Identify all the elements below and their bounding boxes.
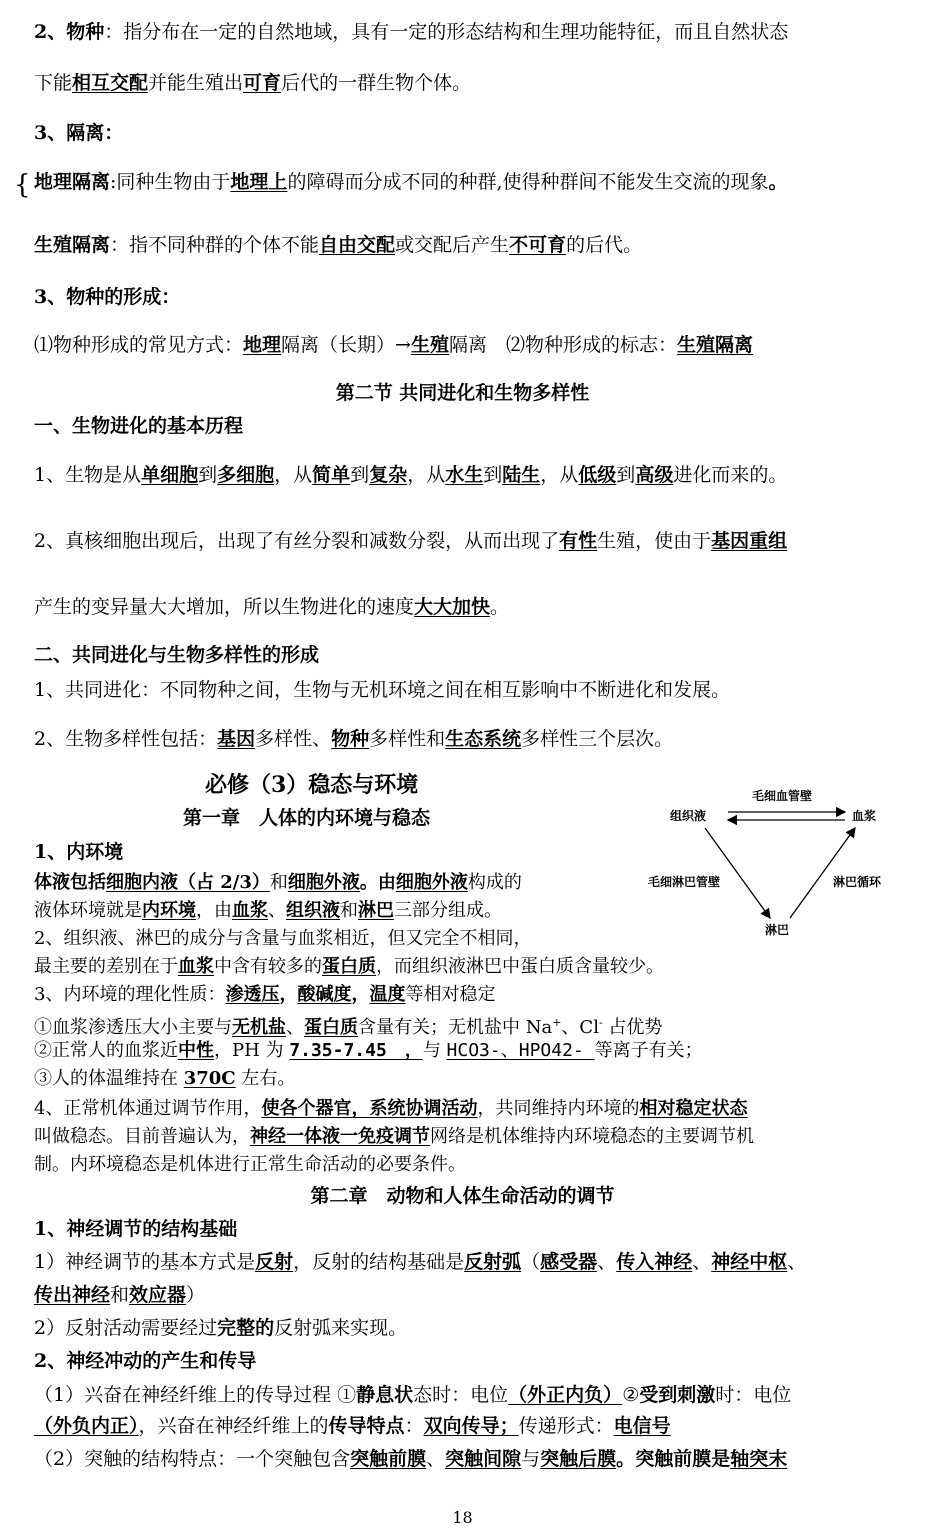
arrow-tissue-to-lymph <box>705 828 770 918</box>
body-fluid-line-1: 体液包括细胞内液（占 2/3）和细胞外液。由细胞外液构成的 <box>34 872 522 893</box>
ph-line: ②正常人的血浆近中性，PH 为 7.35-7.45 ，与 HCO3-、HPO42- 等离子有关； <box>34 1040 703 1061</box>
biodiversity-line: 2、生物多样性包括：基因多样性、物种多样性和生态系统多样性三个层次。 <box>34 728 674 750</box>
homeostasis-line-1: 4、正常机体通过调节作用，使各个器官，系统协调活动，共同维持内环境的相对稳定状态 <box>34 1098 748 1119</box>
arrow-lymph-to-plasma <box>790 828 855 918</box>
geographic-isolation-line: 地理隔离:同种生物由于地理上的障碍而分成不同的种群,使得种群间不能发生交流的现象。 <box>34 171 788 193</box>
diagram-label-lymph-capillary-wall: 毛细淋巴管壁 <box>648 875 721 889</box>
section-title-coevolution: 第二节 共同进化和生物多样性 <box>335 382 590 404</box>
diagram-node-lymph: 淋巴 <box>765 923 790 937</box>
heading-isolation: 3、隔离： <box>34 122 124 144</box>
chapter-1-title: 第一章 人体的内环境与稳态 <box>183 807 431 829</box>
tissue-fluid-line-2: 最主要的差别在于血浆中含有较多的蛋白质，而组织液淋巴中蛋白质含量较少。 <box>34 956 664 977</box>
evolution-line-1: 1、生物是从单细胞到多细胞，从简单到复杂，从水生到陆生，从低级到高级进化而来的。 <box>34 464 788 486</box>
diagram-node-plasma: 血浆 <box>852 809 877 823</box>
synapse-line: （2）突触的结构特点：一个突触包含突触前膜、突触间隙与突触后膜。突触前膜是轴突末 <box>34 1448 788 1470</box>
heading-internal-environment: 1、内环境 <box>34 841 124 863</box>
heading-coevolution: 二、共同进化与生物多样性的形成 <box>34 644 320 666</box>
species-formation-line: ⑴物种形成的常见方式：地理隔离（长期）→生殖隔离 ⑵物种形成的标志：生殖隔离 <box>34 334 753 356</box>
diagram-label-lymph-circulation: 淋巴循环 <box>833 875 882 889</box>
diagram-label-capillary-wall: 毛细血管壁 <box>752 789 813 803</box>
evolution-line-2: 2、真核细胞出现后，出现了有丝分裂和减数分裂，从而出现了有性生殖，使由于基因重组 <box>34 530 788 552</box>
physicochemical-line: 3、内环境的理化性质：渗透压，酸碱度，温度等相对稳定 <box>34 984 496 1005</box>
body-temperature-line: ③人的体温维持在 370C 左右。 <box>34 1068 296 1089</box>
impulse-line-1: （1）兴奋在神经纤维上的传导过程 ①静息状态时：电位（外正内负）②受到刺激时：电位 <box>34 1384 792 1406</box>
body-fluid-line-2: 液体环境就是内环境，由血浆、组织液和淋巴三部分组成。 <box>34 900 502 921</box>
impulse-line-2: （外负内正），兴奋在神经纤维上的传导特点：双向传导；传递形式：电信号 <box>34 1415 671 1437</box>
diagram-node-tissue-fluid: 组织液 <box>670 809 707 823</box>
coevolution-line: 1、共同进化：不同物种之间，生物与无机环境之间在相互影响中不断进化和发展。 <box>34 679 731 701</box>
heading-neural-structure: 1、神经调节的结构基础 <box>34 1218 238 1240</box>
heading-evolution-history: 一、生物进化的基本历程 <box>34 415 244 437</box>
species-definition-line-2: 下能相互交配并能生殖出可育后代的一群生物个体。 <box>34 72 472 94</box>
book-title: 必修（3）稳态与环境 <box>205 772 419 798</box>
body-fluid-diagram <box>640 782 900 952</box>
page-number: 18 <box>452 1508 473 1527</box>
homeostasis-line-3: 制。内环境稳态是机体进行正常生命活动的必要条件。 <box>34 1154 466 1175</box>
brace-icon: { <box>14 170 31 200</box>
heading-species-formation: 3、物种的形成： <box>34 286 181 308</box>
reflex-line-3: 2）反射活动需要经过完整的反射弧来实现。 <box>34 1317 408 1339</box>
reflex-line-2: 传出神经和效应器） <box>34 1284 206 1306</box>
osmotic-pressure-line: ①血浆渗透压大小主要与无机盐、蛋白质含量有关；无机盐中 Na+、Cl- 占优势 <box>34 1016 663 1038</box>
species-definition-line-1: 2、物种：指分布在一定的自然地域，具有一定的形态结构和生理功能特征，而且自然状态 <box>34 21 789 43</box>
reproductive-isolation-line: 生殖隔离：指不同种群的个体不能自由交配或交配后产生不可育的后代。 <box>34 234 643 256</box>
heading-nerve-impulse: 2、神经冲动的产生和传导 <box>34 1350 257 1372</box>
evolution-line-3: 产生的变异量大大增加，所以生物进化的速度大大加快。 <box>34 596 510 618</box>
chapter-2-title: 第二章 动物和人体生命活动的调节 <box>310 1185 615 1207</box>
tissue-fluid-line-1: 2、组织液、淋巴的成分与含量与血浆相近，但又完全不相同， <box>34 928 532 949</box>
reflex-line-1: 1）神经调节的基本方式是反射，反射的结构基础是反射弧（感受器、传入神经、神经中枢、 <box>34 1251 807 1273</box>
homeostasis-line-2: 叫做稳态。目前普遍认为，神经一体液一免疫调节网络是机体维持内环境稳态的主要调节机 <box>34 1126 754 1147</box>
term-species: 2、物种 <box>34 21 105 43</box>
